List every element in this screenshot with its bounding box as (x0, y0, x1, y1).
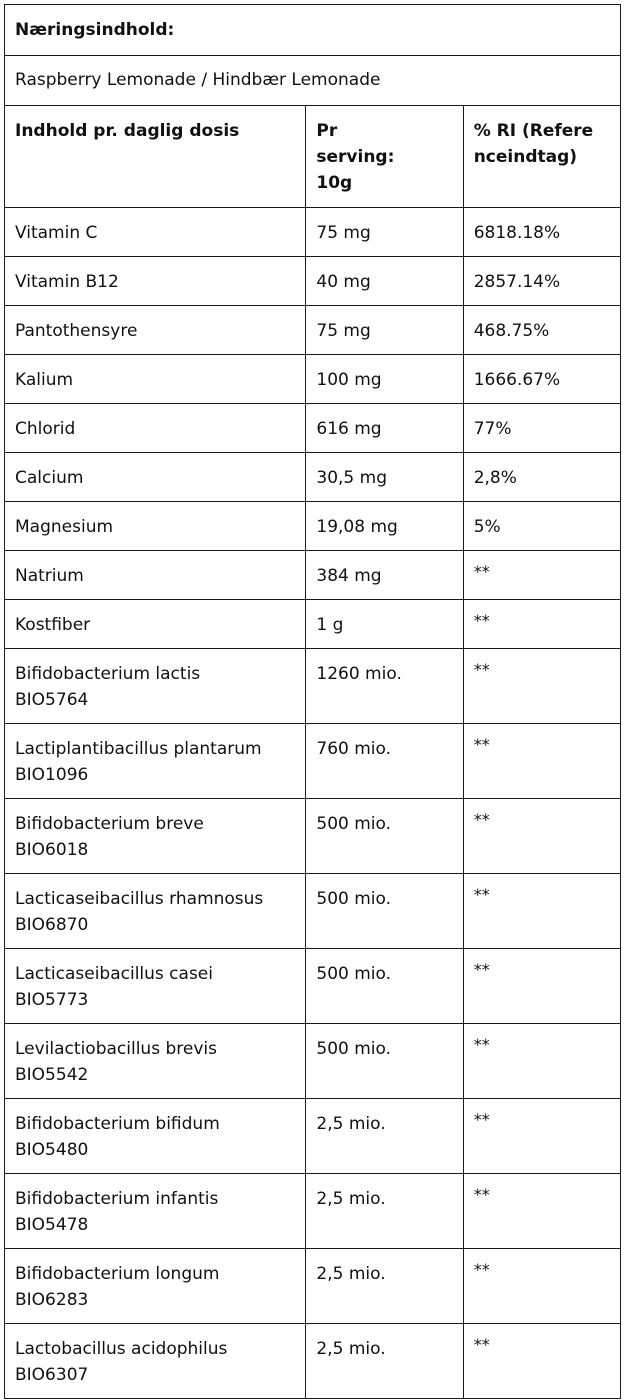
amount-cell (306, 1099, 463, 1174)
nutrient-name-wrap (5, 404, 305, 442)
strain-code: BIO6870 (15, 915, 89, 935)
ri-value: ** (473, 1335, 490, 1354)
ri-cell (463, 257, 620, 306)
nutrient-name: Levilactiobacillus brevis (15, 1039, 217, 1059)
ri-cell (463, 724, 620, 799)
table-row (5, 257, 621, 306)
amount-cell (306, 1249, 463, 1324)
amount-cell (306, 502, 463, 551)
ri-cell (463, 306, 620, 355)
table-row (5, 1024, 621, 1099)
strain-code: BIO1096 (15, 765, 89, 785)
nutrient-name: Vitamin C (15, 223, 98, 243)
header-content-label: Indhold pr. daglig dosis (15, 121, 240, 141)
nutrient-cell (5, 453, 306, 502)
nutrient-cell (5, 1099, 306, 1174)
table-row (5, 874, 621, 949)
nutrient-cell (5, 1174, 306, 1249)
title-row (5, 5, 621, 56)
amount-cell (306, 949, 463, 1024)
ri-value: ** (473, 960, 490, 979)
ri-cell (463, 799, 620, 874)
ri-cell (463, 551, 620, 600)
table-row (5, 1324, 621, 1399)
nutrient-cell (5, 502, 306, 551)
ri-cell (463, 1099, 620, 1174)
table-row (5, 1174, 621, 1249)
ri-value: ** (473, 611, 490, 630)
amount-value: 1260 mio. (316, 664, 402, 684)
nutrient-cell (5, 355, 306, 404)
nutrient-name-wrap (5, 208, 305, 246)
strain-code: BIO5542 (15, 1065, 89, 1085)
nutrient-cell (5, 1249, 306, 1324)
amount-cell (306, 1324, 463, 1399)
amount-cell (306, 799, 463, 874)
table-row (5, 551, 621, 600)
ri-cell (463, 1324, 620, 1399)
table-row (5, 1249, 621, 1324)
nutrient-name: Natrium (15, 566, 84, 586)
ri-value: ** (473, 810, 490, 829)
nutrient-name: Pantothensyre (15, 321, 138, 341)
amount-value: 616 mg (316, 419, 382, 439)
ri-value: 2,8% (473, 468, 517, 488)
amount-cell (306, 724, 463, 799)
nutrient-name-wrap (5, 1249, 305, 1313)
strain-code: BIO6283 (15, 1290, 89, 1310)
product-cell (5, 56, 621, 106)
nutrient-name: Vitamin B12 (15, 272, 119, 292)
header-ri-label: % RI (Referenceindtag) (473, 121, 594, 167)
nutrition-table (4, 4, 621, 1399)
amount-value: 30,5 mg (316, 468, 387, 488)
amount-value: 2,5 mio. (316, 1264, 386, 1284)
amount-value: 100 mg (316, 370, 382, 390)
amount-value: 19,08 mg (316, 517, 398, 537)
ri-value: ** (473, 735, 490, 754)
nutrient-name-wrap (5, 355, 305, 393)
ri-cell (463, 453, 620, 502)
nutrient-cell (5, 724, 306, 799)
table-row (5, 799, 621, 874)
amount-value: 384 mg (316, 566, 382, 586)
product-name: Raspberry Lemonade / Hindbær Lemonade (15, 70, 381, 90)
amount-value: 40 mg (316, 272, 371, 292)
nutrient-cell (5, 1324, 306, 1399)
nutrient-cell (5, 649, 306, 724)
ri-value: ** (473, 1260, 490, 1279)
nutrient-name-wrap (5, 1324, 305, 1388)
amount-value: 2,5 mio. (316, 1339, 386, 1359)
nutrient-cell (5, 600, 306, 649)
ri-cell (463, 404, 620, 453)
nutrient-name-wrap (5, 874, 305, 938)
header-cell-content (5, 106, 306, 208)
title-cell (5, 5, 621, 56)
strain-code: BIO6307 (15, 1365, 89, 1385)
nutrient-name-wrap (5, 649, 305, 713)
table-row (5, 600, 621, 649)
ri-value: ** (473, 1110, 490, 1129)
nutrient-name-wrap (5, 600, 305, 638)
amount-cell (306, 257, 463, 306)
nutrient-name-wrap (5, 799, 305, 863)
header-serving-label: Pr serving: 10g (316, 121, 395, 193)
nutrient-name-wrap (5, 1099, 305, 1163)
nutrient-cell (5, 874, 306, 949)
nutrient-cell (5, 949, 306, 1024)
nutrient-name: Kostfiber (15, 615, 91, 635)
ri-value: 1666.67% (473, 370, 561, 390)
ri-value: ** (473, 1035, 490, 1054)
table-row (5, 355, 621, 404)
table-row (5, 649, 621, 724)
amount-cell (306, 874, 463, 949)
nutrient-name: Lactobacillus acidophilus (15, 1339, 228, 1359)
nutrient-name: Magnesium (15, 517, 114, 537)
amount-cell (306, 1024, 463, 1099)
nutrient-cell (5, 208, 306, 257)
ri-cell (463, 1249, 620, 1324)
nutrient-name-wrap (5, 257, 305, 295)
ri-cell (463, 502, 620, 551)
nutrient-name: Bifidobacterium bifidum (15, 1114, 220, 1134)
amount-value: 75 mg (316, 321, 371, 341)
table-row (5, 208, 621, 257)
nutrient-name: Bifidobacterium breve (15, 814, 204, 834)
nutrient-name: Bifidobacterium longum (15, 1264, 220, 1284)
header-cell-ri (463, 106, 620, 208)
ri-value: 77% (473, 419, 512, 439)
amount-cell (306, 453, 463, 502)
ri-cell (463, 208, 620, 257)
ri-cell (463, 355, 620, 404)
nutrient-name-wrap (5, 1024, 305, 1088)
strain-code: BIO5773 (15, 990, 89, 1010)
ri-value: ** (473, 885, 490, 904)
ri-cell (463, 649, 620, 724)
table-row (5, 1099, 621, 1174)
ri-cell (463, 874, 620, 949)
amount-cell (306, 551, 463, 600)
amount-cell (306, 306, 463, 355)
ri-cell (463, 600, 620, 649)
amount-cell (306, 1174, 463, 1249)
amount-value: 500 mio. (316, 964, 392, 984)
nutrient-cell (5, 404, 306, 453)
nutrient-cell (5, 306, 306, 355)
table-row (5, 724, 621, 799)
nutrient-name-wrap (5, 453, 305, 491)
amount-value: 500 mio. (316, 814, 392, 834)
amount-value: 1 g (316, 615, 344, 635)
nutrient-name-wrap (5, 502, 305, 540)
nutrient-name-wrap (5, 1174, 305, 1238)
nutrient-name-wrap (5, 551, 305, 589)
nutrient-name: Bifidobacterium lactis (15, 664, 201, 684)
ri-cell (463, 949, 620, 1024)
product-row (5, 56, 621, 106)
nutrient-cell (5, 1024, 306, 1099)
ri-value: ** (473, 562, 490, 581)
header-cell-serving (306, 106, 463, 208)
ri-value: ** (473, 1185, 490, 1204)
ri-value: 5% (473, 517, 501, 537)
table-row (5, 502, 621, 551)
ri-value: 468.75% (473, 321, 550, 341)
ri-value: 6818.18% (473, 223, 561, 243)
nutrient-name: Lactiplantibacillus plantarum (15, 739, 262, 759)
nutrient-name: Kalium (15, 370, 74, 390)
ri-value: ** (473, 660, 490, 679)
amount-cell (306, 355, 463, 404)
strain-code: BIO5478 (15, 1215, 89, 1235)
table-title: Næringsindhold: (15, 20, 175, 40)
amount-value: 500 mio. (316, 1039, 392, 1059)
ri-value: 2857.14% (473, 272, 561, 292)
table-row (5, 949, 621, 1024)
amount-value: 2,5 mio. (316, 1114, 386, 1134)
nutrient-name: Lacticaseibacillus casei (15, 964, 213, 984)
amount-cell (306, 208, 463, 257)
nutrient-name: Calcium (15, 468, 84, 488)
nutrient-name-wrap (5, 306, 305, 344)
amount-value: 75 mg (316, 223, 371, 243)
nutrient-cell (5, 799, 306, 874)
nutrient-cell (5, 257, 306, 306)
nutrient-cell (5, 551, 306, 600)
nutrient-name-wrap (5, 949, 305, 1013)
amount-cell (306, 600, 463, 649)
table-row (5, 453, 621, 502)
amount-value: 2,5 mio. (316, 1189, 386, 1209)
strain-code: BIO6018 (15, 840, 89, 860)
header-row (5, 106, 621, 208)
amount-value: 500 mio. (316, 889, 392, 909)
amount-cell (306, 404, 463, 453)
amount-value: 760 mio. (316, 739, 392, 759)
ri-cell (463, 1024, 620, 1099)
nutrient-name-wrap (5, 724, 305, 788)
nutrient-name: Chlorid (15, 419, 76, 439)
table-row (5, 404, 621, 453)
table-row (5, 306, 621, 355)
amount-cell (306, 649, 463, 724)
nutrient-name: Bifidobacterium infantis (15, 1189, 219, 1209)
ri-cell (463, 1174, 620, 1249)
strain-code: BIO5480 (15, 1140, 89, 1160)
strain-code: BIO5764 (15, 690, 89, 710)
nutrient-name: Lacticaseibacillus rhamnosus (15, 889, 264, 909)
